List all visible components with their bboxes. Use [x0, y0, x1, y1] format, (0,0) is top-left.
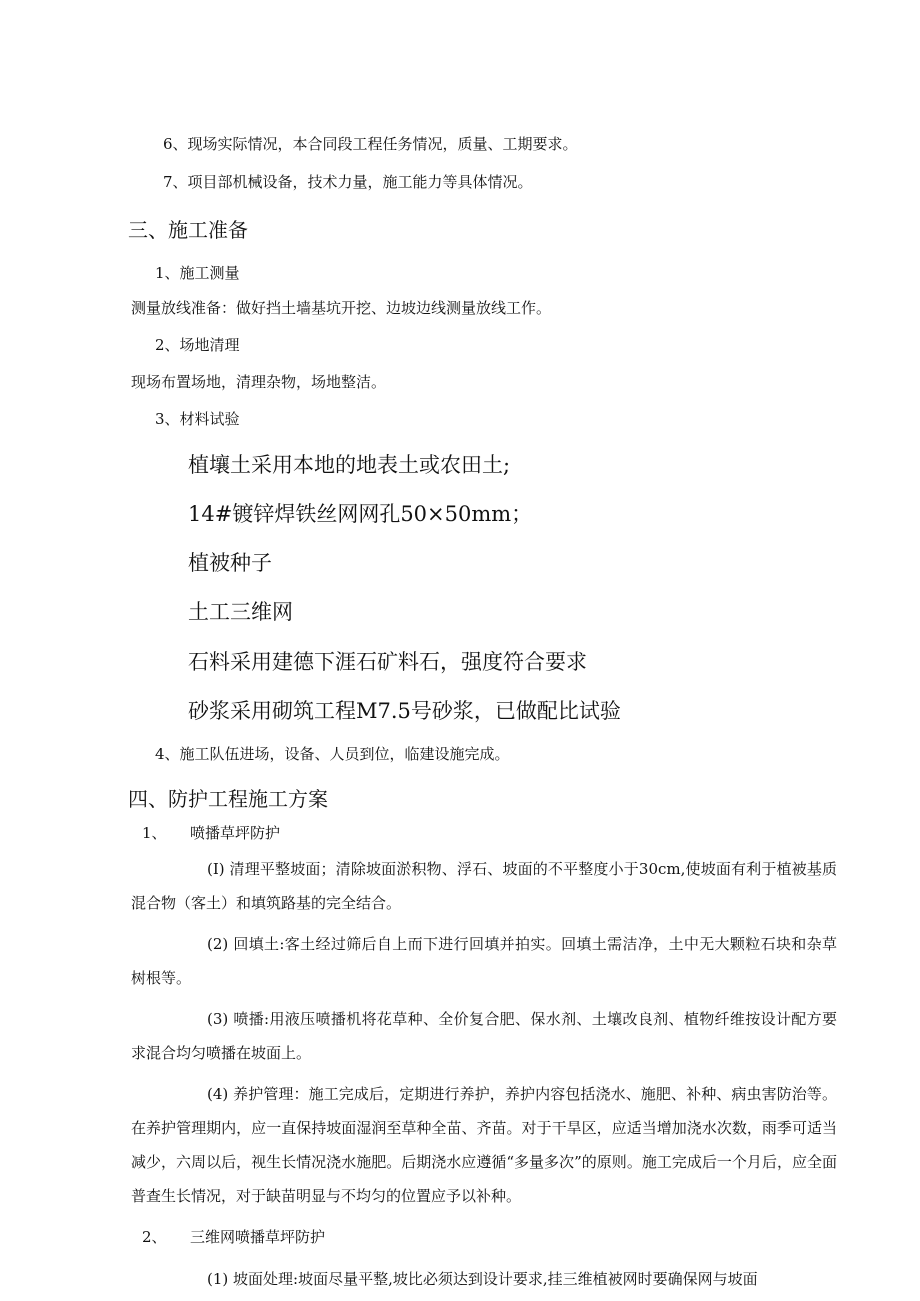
paragraph-slope-treatment: (1) 坡面处理:坡面尽量平整,坡比必须达到设计要求,挂三维植被网时要确保网与坡面: [207, 1270, 758, 1288]
material-item: 砂浆采用砌筑工程M7.5号砂浆，已做配比试验: [188, 699, 621, 723]
material-item: 14#镀锌焊铁丝网网孔50×50mm；: [188, 502, 533, 526]
material-item: 植被种子: [188, 551, 272, 575]
list-item-6: 6、现场实际情况，本合同段工程任务情况，质量、工期要求。: [163, 135, 578, 153]
part-title-spray-seeding: 喷播草坪防护: [190, 824, 281, 842]
site-clearing-text: 现场布置场地，清理杂物，场地整洁。: [131, 373, 387, 391]
subheading-materials: 3、材料试验: [155, 410, 240, 428]
subheading-site-clearing: 2、场地清理: [155, 336, 240, 354]
section-heading-protection: 四、防护工程施工方案: [128, 787, 328, 811]
part-number-2: 2、: [142, 1228, 167, 1246]
survey-text: 测量放线准备：做好挡土墙基坑开挖、边坡边线测量放线工作。: [131, 299, 552, 317]
section-heading-preparation: 三、施工准备: [128, 218, 248, 242]
paragraph-backfill: (2) 回填土:客土经过筛后自上而下进行回填并拍实。回填土需洁净，土中无大颗粒石块和杂草树根等。: [131, 935, 837, 987]
material-item: 土工三维网: [188, 600, 293, 624]
part-number-1: 1、: [142, 824, 167, 842]
part-title-3d-net: 三维网喷播草坪防护: [190, 1228, 326, 1246]
paragraph-spraying: (3) 喷播:用液压喷播机将花草种、全价复合肥、保水剂、土壤改良剂、植物纤维按设计配方要求混合均匀喷播在坡面上。: [131, 1010, 837, 1062]
paragraph-slope-cleanup: (I) 清理平整坡面；清除坡面淤积物、浮石、坡面的不平整度小于30cm,使坡面有利于植被基质混合物（客土）和填筑路基的完全结合。: [131, 860, 837, 912]
paragraph-maintenance: (4) 养护管理：施工完成后，定期进行养护，养护内容包括浇水、施肥、补种、病虫害防治等。在养护管理期内，应一直保持坡面湿润至草种全苗、齐苗。对于干旱区，应适当增加浇水次数，雨季可适当减少，六周以后，视生长情况浇水施肥。后期浇水应遵循“多量多次”的原则。施工完成后一个月后，应全面普查生长情况，对于缺苗明显与不均匀的位置应予以补种。: [131, 1085, 837, 1205]
material-item: 石料采用建德下涯石矿料石，强度符合要求: [188, 650, 587, 674]
material-item: 植壤土采用本地的地表土或农田土;: [188, 453, 511, 477]
subheading-survey: 1、施工测量: [155, 264, 240, 282]
list-item-7: 7、项目部机械设备，技术力量，施工能力等具体情况。: [163, 173, 533, 191]
subheading-team-arrival: 4、施工队伍进场，设备、人员到位，临建设施完成。: [155, 745, 510, 763]
